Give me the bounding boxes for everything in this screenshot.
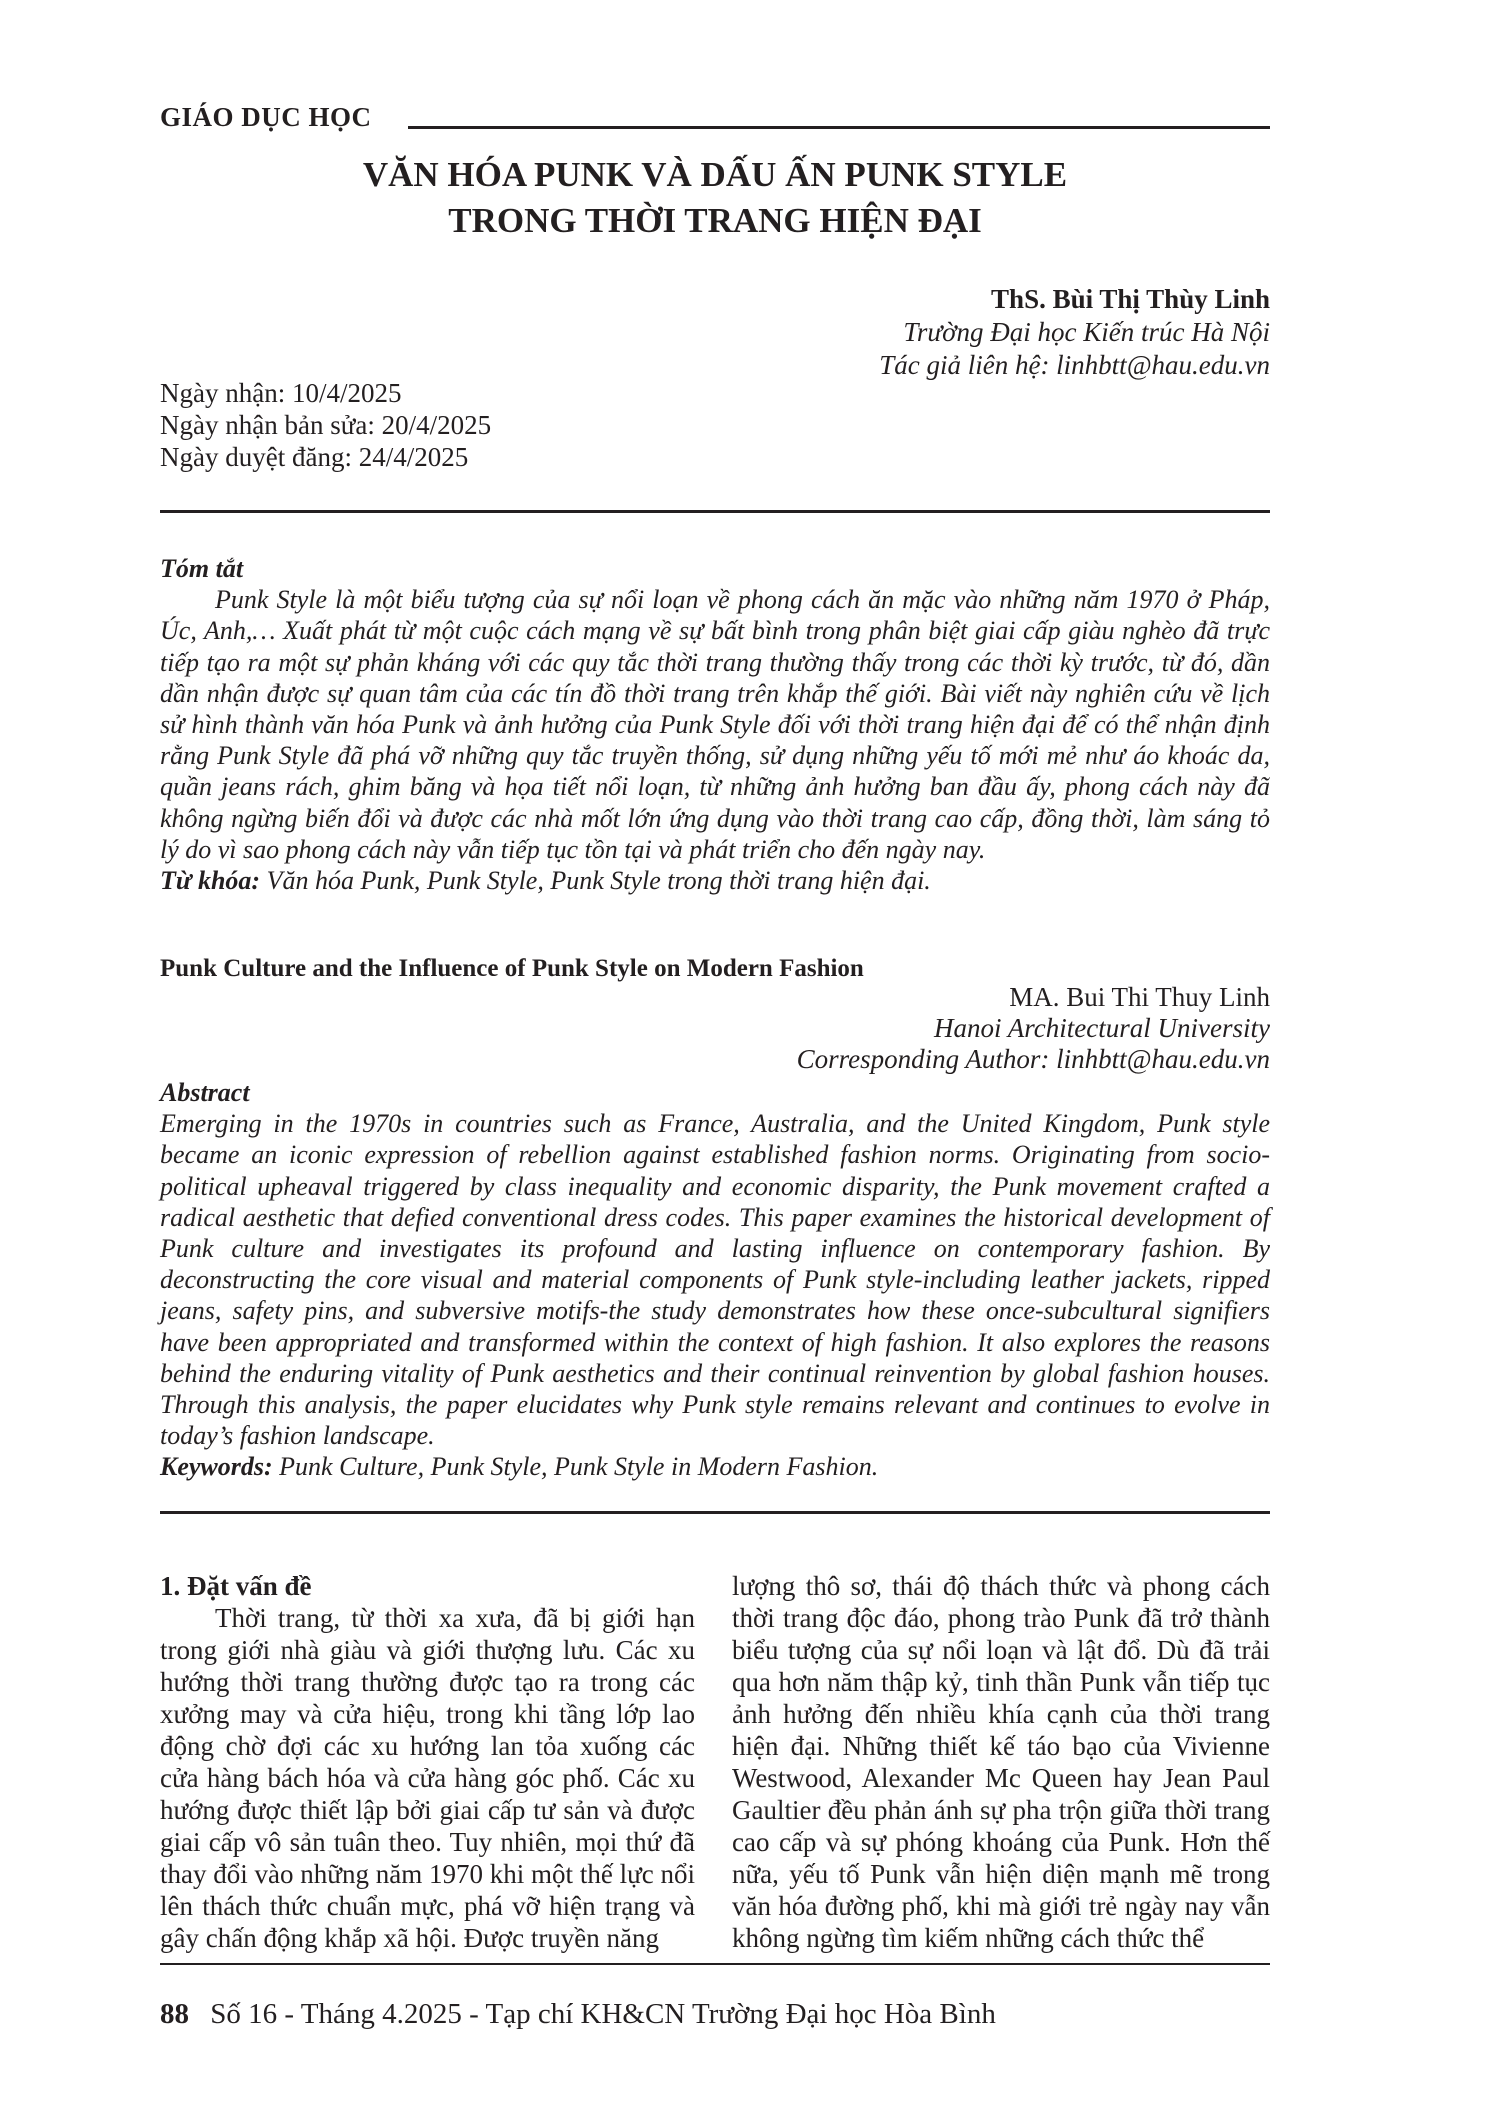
- footer: [160, 1998, 996, 2031]
- keywords-en-text: Punk Culture, Punk Style, Punk Style in Modern Fashion.: [272, 1452, 879, 1482]
- journal-issue: Số 16 - Tháng 4.2025 - Tạp chí KH&CN Trường Đại học Hòa Bình: [210, 1998, 996, 2030]
- date-accepted: Ngày duyệt đăng: 24/4/2025: [160, 442, 469, 472]
- header-rule: [408, 126, 1270, 129]
- keywords-vi-text: Văn hóa Punk, Punk Style, Punk Style trong thời trang hiện đại.: [260, 866, 931, 896]
- abstract-vi: [160, 553, 1270, 896]
- author-name: ThS. Bùi Thị Thùy Linh: [991, 284, 1270, 314]
- section1-col1-text: Thời trang, từ thời xa xưa, đã bị giới hạn trong giới nhà giàu và giới thượng lưu. Các xu hướng thời trang thường được tạo ra trong các xưởng may và cửa hiệu, trong khi tầng lớp lao động chờ đợi các xu hướng lan tỏa xuống các cửa hàng bách hóa và cửa hàng góc phố. Các xu hướng được thiết lập bởi giai cấp tư sản và được giai cấp vô sản tuân theo. Tuy nhiên, mọi thứ đã thay đổi vào những năm 1970 khi một thế lực nổi lên thách thức chuẩn mực, phá vỡ hiện trạng và gây chấn động khắp xã hội. Được truyền năng: [160, 1603, 695, 1953]
- footer-rule: [160, 1963, 1270, 1965]
- english-contact: Corresponding Author: linhbtt@hau.edu.vn: [796, 1044, 1270, 1074]
- section1-col2-text: lượng thô sơ, thái độ thách thức và phong cách thời trang độc đáo, phong trào Punk đã trở thành biểu tượng của sự nổi loạn và lật đổ. Dù đã trải qua hơn năm thập kỷ, tinh thần Punk vẫn tiếp tục ảnh hưởng đến nhiều khía cạnh của thời trang hiện đại. Những thiết kế táo bạo của Vivienne Westwood, Alexander Mc Queen hay Jean Paul Gaultier đều phản ánh sự pha trộn giữa thời trang cao cấp và sự phóng khoáng của Punk. Hơn thế nữa, yếu tố Punk vẫn hiện diện mạnh mẽ trong văn hóa đường phố, khi mà giới trẻ ngày nay vẫn không ngừng tìm kiếm những cách thức thể: [732, 1571, 1270, 1953]
- keywords-vi: [160, 865, 1270, 896]
- keywords-en: [160, 1451, 1270, 1482]
- section-label: GIÁO DỤC HỌC: [160, 102, 372, 132]
- author-contact: Tác giả liên hệ: linhbtt@hau.edu.vn: [879, 350, 1270, 380]
- keywords-en-label: Keywords:: [160, 1452, 273, 1482]
- section1-heading: 1. Đặt vấn đề: [160, 1571, 312, 1601]
- english-affiliation: Hanoi Architectural University: [934, 1013, 1270, 1043]
- date-revised: Ngày nhận bản sửa: 20/4/2025: [160, 410, 492, 440]
- divider-bottom: [160, 1511, 1270, 1514]
- english-author: MA. Bui Thi Thuy Linh: [1009, 982, 1270, 1012]
- english-title: Punk Culture and the Influence of Punk Style on Modern Fashion: [160, 955, 864, 982]
- article-title-line-2: TRONG THỜI TRANG HIỆN ĐẠI: [448, 201, 982, 240]
- date-received: Ngày nhận: 10/4/2025: [160, 378, 402, 408]
- abstract-en-body: Emerging in the 1970s in countries such as France, Australia, and the United Kingdom, Punk style became an iconic expression of rebellion against established fashion norms. Originating from socio-political upheaval triggered by class inequality and economic disparity, the Punk movement crafted a radical aesthetic that defied conventional dress codes. This paper examines the historical development of Punk culture and investigates its profound and lasting influence on contemporary fashion. By deconstructing the core visual and material components of Punk style-including leather jackets, ripped jeans, safety pins, and subversive motifs-the study demonstrates how these once-subcultural signifiers have been appropriated and transformed within the context of high fashion. It also explores the reasons behind the enduring vitality of Punk aesthetics and their continual reinvention by global fashion houses. Through this analysis, the paper elucidates why Punk style remains relevant and continues to evolve in today’s fashion landscape.: [160, 1109, 1270, 1451]
- page-number: 88: [160, 1998, 189, 2030]
- abstract-en: [160, 1077, 1270, 1483]
- abstract-vi-body: Punk Style là một biểu tượng của sự nổi loạn về phong cách ăn mặc vào những năm 1970 ở Pháp, Úc, Anh,… Xuất phát từ một cuộc cách mạng về sự bất bình trong phân biệt giai cấp giàu nghèo đã trực tiếp tạo ra một sự phản kháng với các quy tắc thời trang thường thấy trong các thời kỳ trước, từ đó, dần dần nhận được sự quan tâm của các tín đồ thời trang trên khắp thế giới. Bài viết này nghiên cứu về lịch sử hình thành văn hóa Punk và ảnh hưởng của Punk Style đối với thời trang hiện đại để có thể nhận định rằng Punk Style đã phá vỡ những quy tắc truyền thống, sử dụng những yếu tố mới mẻ như áo khoác da, quần jeans rách, ghim băng và họa tiết nổi loạn, từ những ảnh hưởng ban đầu ấy, phong cách này đã không ngừng biến đổi và được các nhà mốt lớn ứng dụng vào thời trang cao cấp, đồng thời, làm sáng tỏ lý do vì sao phong cách này vẫn tiếp tục tồn tại và phát triển cho đến ngày nay.: [160, 585, 1270, 864]
- abstract-en-heading: Abstract: [160, 1078, 250, 1107]
- author-affiliation: Trường Đại học Kiến trúc Hà Nội: [903, 317, 1270, 347]
- section1-column-1: [160, 1570, 695, 1954]
- abstract-vi-heading: Tóm tắt: [160, 554, 244, 583]
- article-title-line-1: VĂN HÓA PUNK VÀ DẤU ẤN PUNK STYLE: [362, 155, 1068, 194]
- keywords-vi-label: Từ khóa:: [160, 866, 261, 896]
- section1-column-2: [732, 1570, 1270, 1954]
- divider-top: [160, 510, 1270, 513]
